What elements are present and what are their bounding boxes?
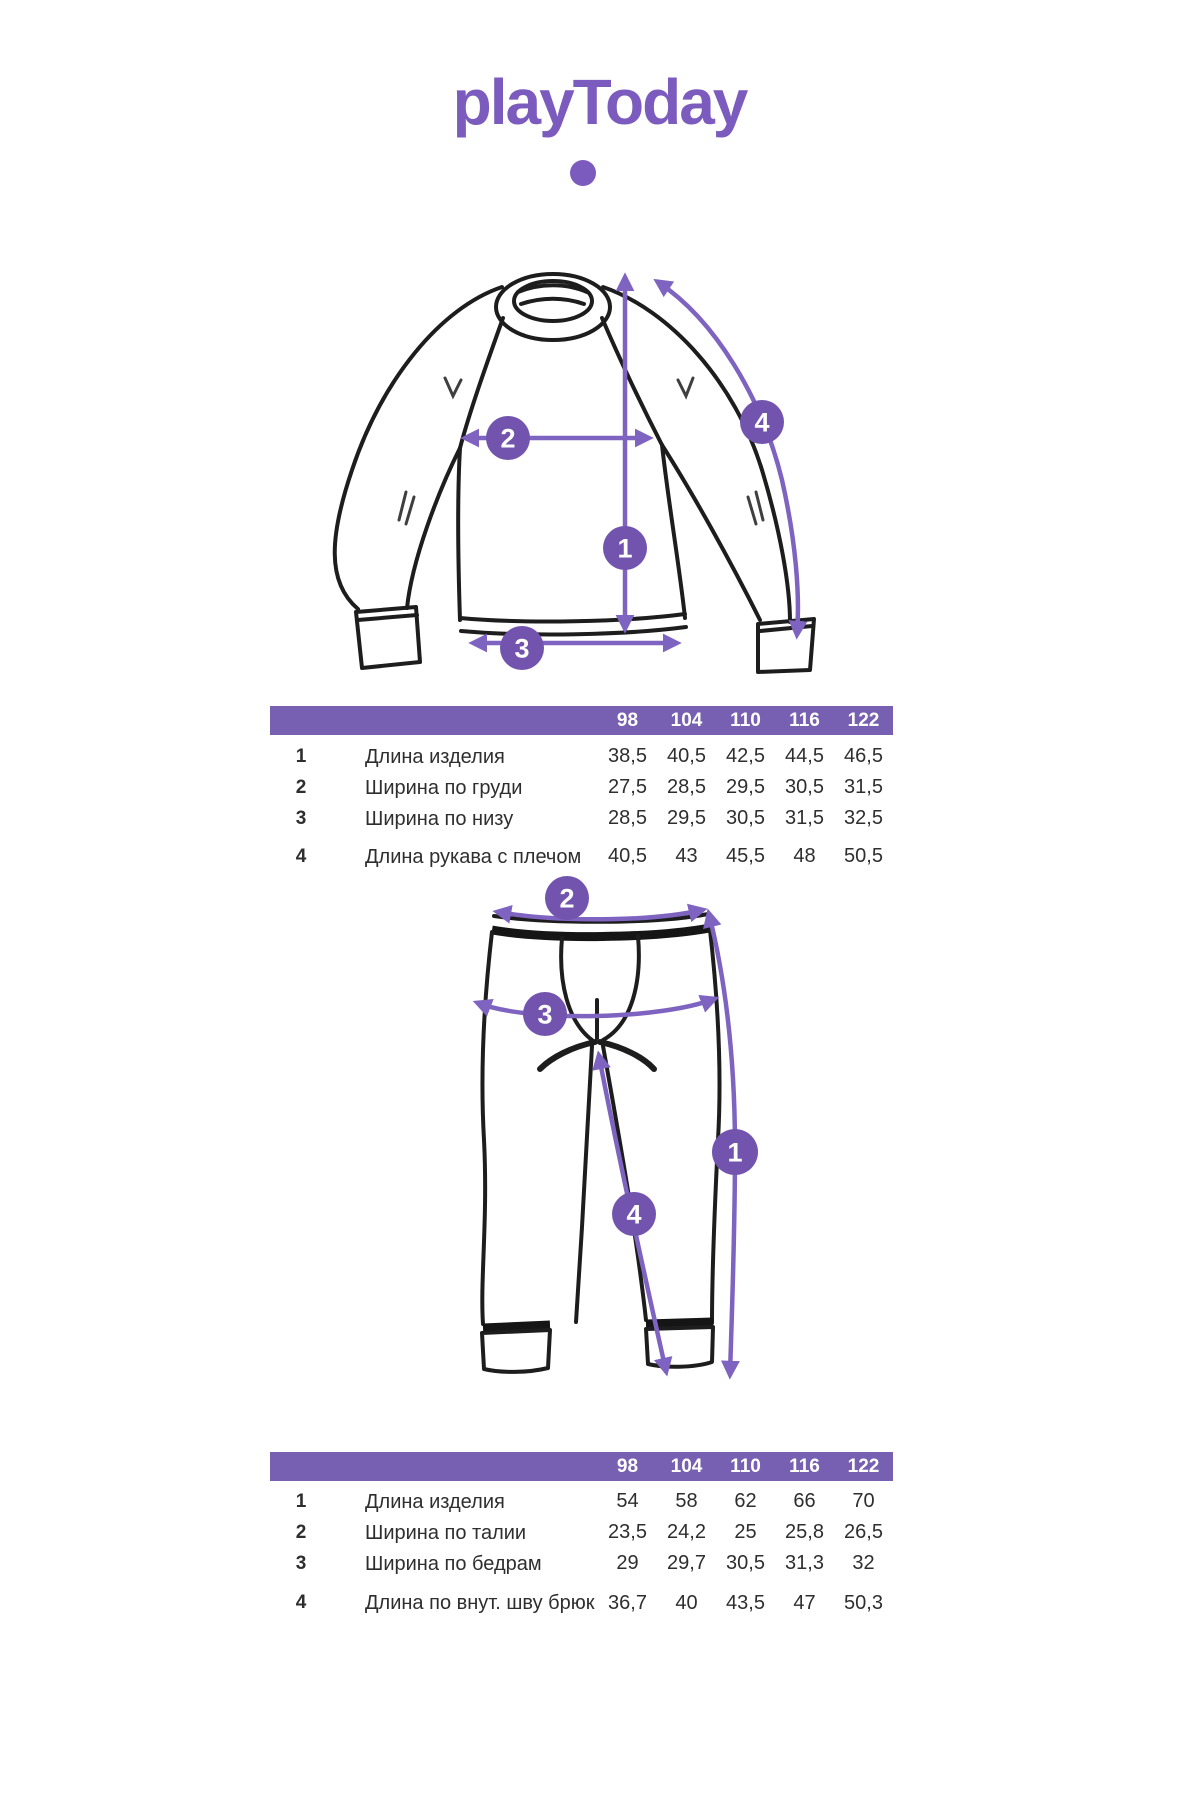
svg-text:3: 3 bbox=[514, 633, 530, 664]
size-col-header: 110 bbox=[730, 1455, 761, 1477]
size-col-header: 104 bbox=[670, 1455, 703, 1477]
size-table-header bbox=[270, 1452, 893, 1481]
measure-marker-3 bbox=[523, 992, 567, 1036]
measure-marker-1 bbox=[603, 526, 647, 570]
size-col-header: 116 bbox=[789, 1455, 820, 1477]
table-row: 1 Длина изделия 38,5 40,5 42,5 44,5 46,5 bbox=[295, 745, 883, 768]
table-row: 2 Ширина по талии 23,5 24,2 25 25,8 26,5 bbox=[295, 1521, 883, 1544]
brand-logo-text: playToday bbox=[452, 66, 747, 138]
svg-text:3: 3 bbox=[537, 999, 553, 1030]
size-table-header bbox=[270, 706, 893, 735]
size-col-header: 98 bbox=[616, 1455, 639, 1477]
svg-text:1: 1 bbox=[727, 1137, 743, 1168]
svg-text:1: 1 bbox=[617, 533, 633, 564]
size-col-header: 122 bbox=[847, 1455, 880, 1477]
pants-size-table bbox=[270, 1452, 893, 1627]
table-row: 4 Длина по внут. шву брюк 36,7 40 43,5 47 50,3 bbox=[295, 1591, 883, 1614]
svg-text:2: 2 bbox=[500, 423, 516, 454]
sweatshirt-measurement-diagram bbox=[290, 230, 910, 680]
measure-marker-1 bbox=[712, 1129, 758, 1175]
svg-text:2: 2 bbox=[559, 883, 575, 914]
size-col-header: 122 bbox=[847, 709, 880, 731]
size-col-header: 116 bbox=[789, 709, 820, 731]
size-col-header: 110 bbox=[730, 709, 761, 731]
table-row: 4 Длина рукава с плечом 40,5 43 45,5 48 50,5 bbox=[295, 845, 883, 868]
table-row: 2 Ширина по груди 27,5 28,5 29,5 30,5 31,5 bbox=[295, 776, 883, 799]
brand-logo-dot-icon bbox=[570, 160, 596, 186]
brand-logo bbox=[420, 66, 780, 190]
measure-marker-3 bbox=[500, 626, 544, 670]
sweatshirt-measure-arrows bbox=[466, 278, 798, 670]
measure-marker-4 bbox=[612, 1192, 656, 1236]
pants-drawing bbox=[482, 914, 720, 1372]
table-row: 3 Ширина по низу 28,5 29,5 30,5 31,5 32,5 bbox=[295, 807, 883, 830]
svg-text:4: 4 bbox=[754, 407, 770, 438]
pants-measurement-diagram bbox=[440, 870, 770, 1430]
measure-marker-2 bbox=[545, 876, 589, 920]
table-row: 1 Длина изделия 54 58 62 66 70 bbox=[295, 1490, 875, 1513]
sweatshirt-drawing bbox=[335, 274, 814, 672]
svg-text:4: 4 bbox=[626, 1199, 642, 1230]
size-col-header: 104 bbox=[670, 709, 703, 731]
table-row: 3 Ширина по бедрам 29 29,7 30,5 31,3 32 bbox=[295, 1552, 875, 1575]
measure-marker-4 bbox=[740, 400, 784, 444]
size-col-header: 98 bbox=[616, 709, 639, 731]
sweatshirt-size-table bbox=[270, 706, 893, 872]
measure-marker-2 bbox=[486, 416, 530, 460]
